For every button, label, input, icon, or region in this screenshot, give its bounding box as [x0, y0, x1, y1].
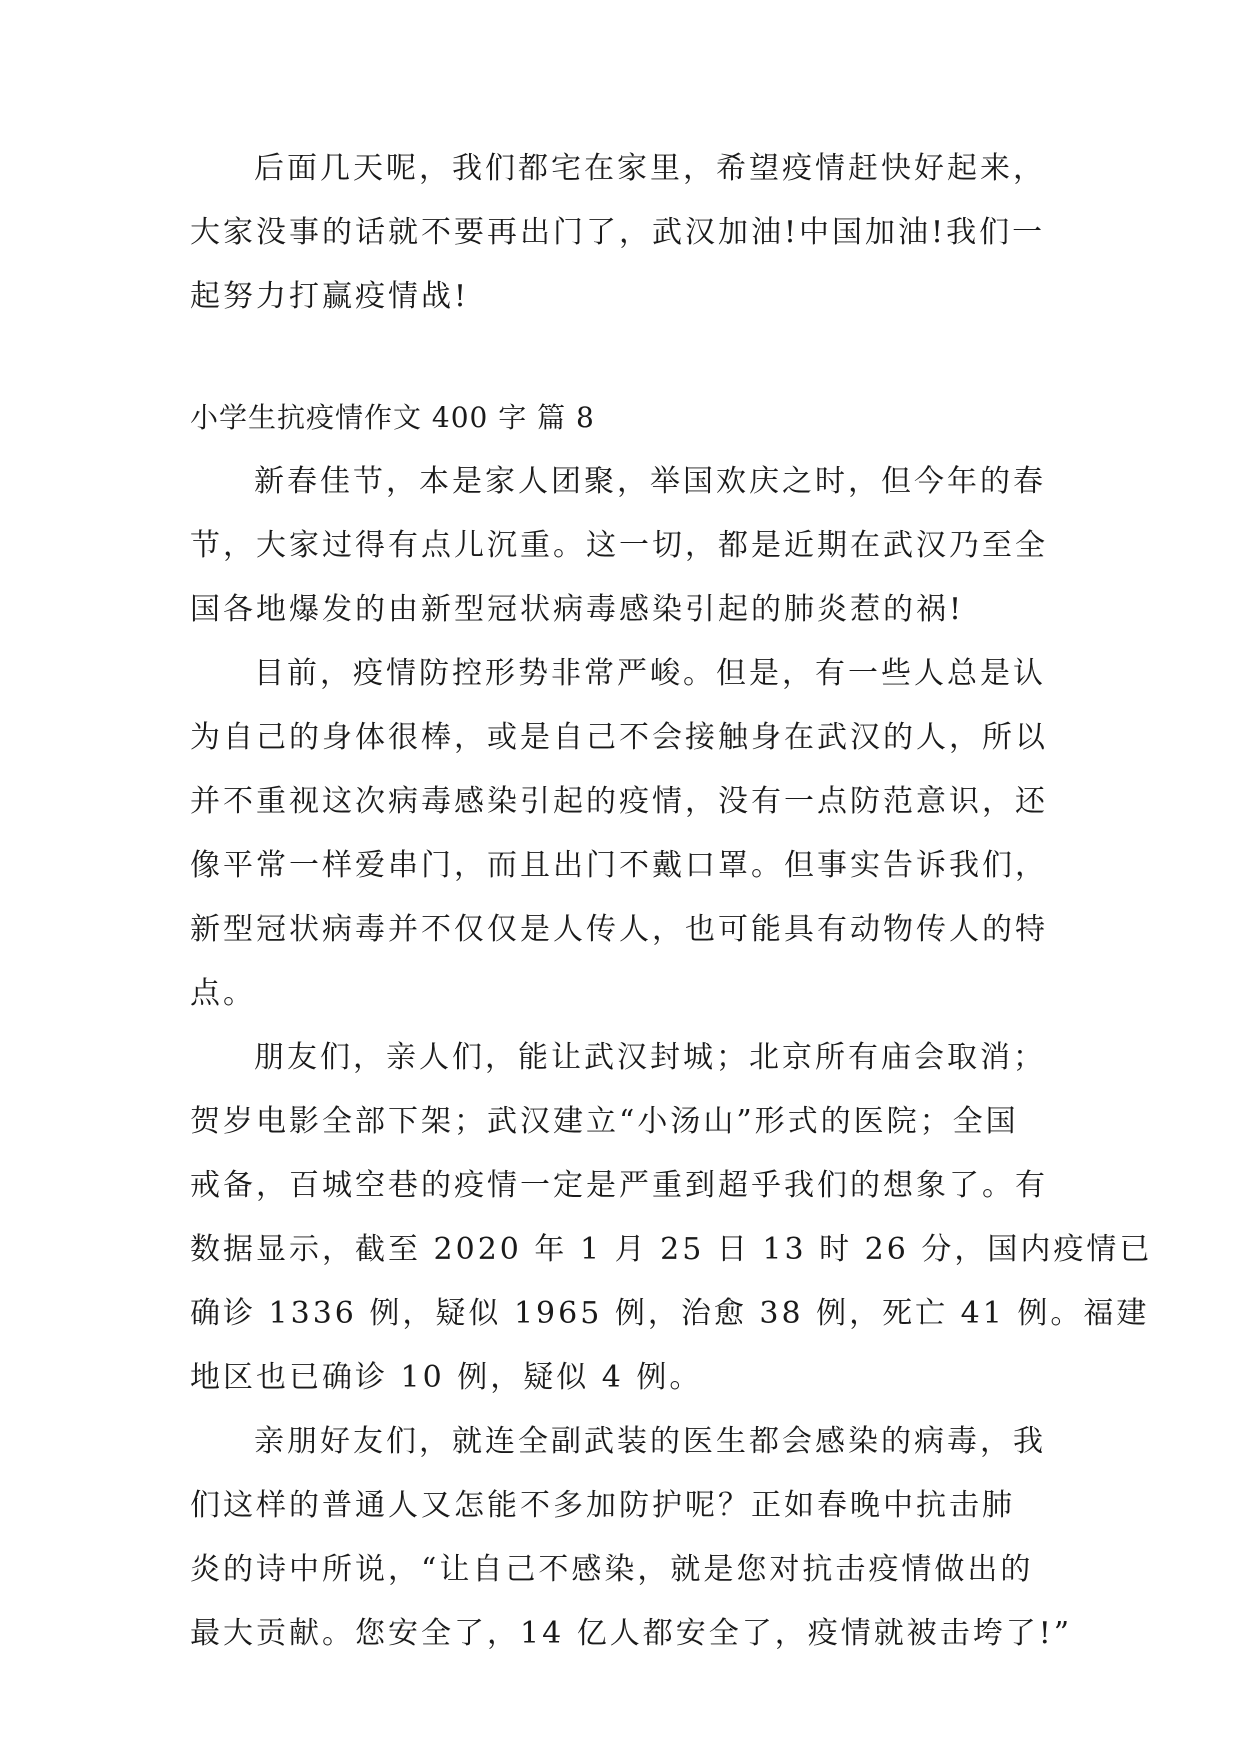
section-heading: 小学生抗疫情作文 400 字 篇 8 [190, 401, 595, 434]
paragraph-line: 目前，疫情防控形势非常严峻。但是，有一些人总是认 [254, 656, 1046, 691]
paragraph-line: 新春佳节，本是家人团聚，举国欢庆之时，但今年的春 [254, 464, 1046, 499]
paragraph-line: 亲朋好友们，就连全副武装的医生都会感染的病毒，我 [254, 1424, 1046, 1459]
paragraph-line: 确诊 1336 例，疑似 1965 例，治愈 38 例，死亡 41 例。福建 [190, 1296, 1150, 1331]
paragraph-3 [190, 1026, 1153, 1410]
paragraph-2 [190, 642, 1070, 1026]
paragraph-line: 炎的诗中所说，“让自己不感染，就是您对抗击疫情做出的 [190, 1552, 1034, 1587]
paragraph-line: 节，大家过得有点儿沉重。这一切，都是近期在武汉乃至全 [190, 528, 1048, 563]
paragraph-line: 点。 [190, 976, 256, 1011]
paragraph-line: 戒备，百城空巷的疫情一定是严重到超乎我们的想象了。有 [190, 1168, 1048, 1203]
paragraph-line: 国各地爆发的由新型冠状病毒感染引起的肺炎惹的祸! [190, 592, 965, 627]
paragraph-line: 们这样的普通人又怎能不多加防护呢？正如春晚中抗击肺 [190, 1488, 1015, 1523]
paragraph-line: 大家没事的话就不要再出门了，武汉加油!中国加油!我们一 [190, 215, 1046, 250]
paragraph-4 [190, 1410, 1073, 1666]
paragraph-line: 地区也已确诊 10 例，疑似 4 例。 [190, 1360, 703, 1395]
paragraph-line: 后面几天呢，我们都宅在家里，希望疫情赶快好起来， [254, 151, 1046, 186]
paragraph-top [190, 137, 1070, 329]
paragraph-line: 新型冠状病毒并不仅仅是人传人，也可能具有动物传人的特 [190, 912, 1048, 947]
paragraph-line: 贺岁电影全部下架；武汉建立“小汤山”形式的医院；全国 [190, 1104, 1019, 1139]
paragraph-line: 为自己的身体很棒，或是自己不会接触身在武汉的人，所以 [190, 720, 1048, 755]
paragraph-line: 像平常一样爱串门，而且出门不戴口罩。但事实告诉我们， [190, 848, 1048, 883]
paragraph-1 [190, 450, 1070, 642]
paragraph-line: 并不重视这次病毒感染引起的疫情，没有一点防范意识，还 [190, 784, 1048, 819]
paragraph-line: 朋友们，亲人们，能让武汉封城；北京所有庙会取消； [254, 1040, 1046, 1075]
paragraph-line: 起努力打赢疫情战! [190, 279, 470, 314]
paragraph-line: 数据显示，截至 2020 年 1 月 25 日 13 时 26 分，国内疫情已 [190, 1232, 1153, 1267]
paragraph-line: 最大贡献。您安全了，14 亿人都安全了，疫情就被击垮了!” [190, 1616, 1073, 1651]
